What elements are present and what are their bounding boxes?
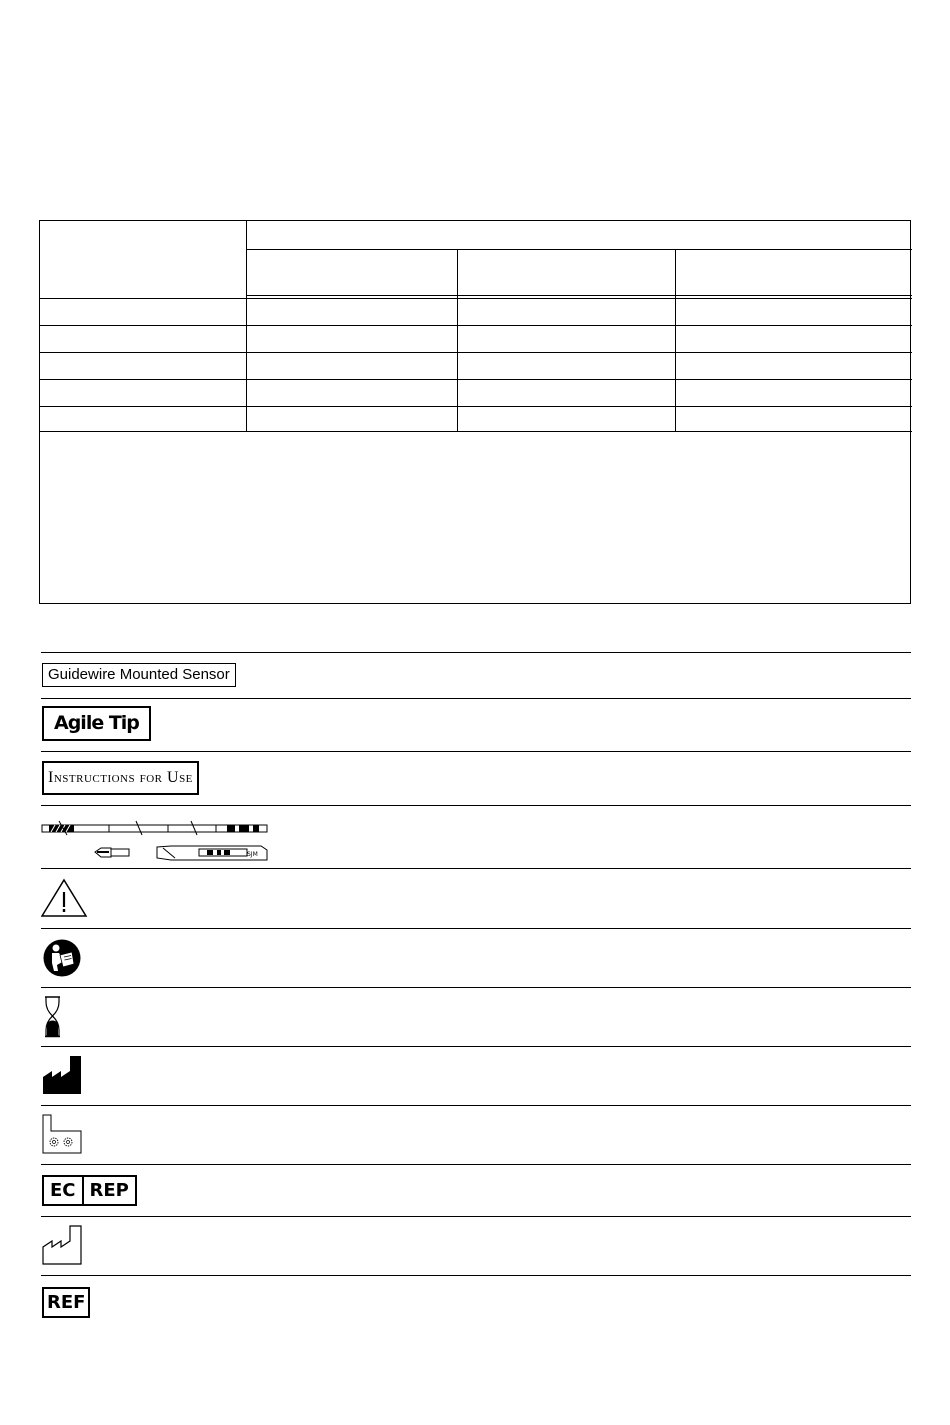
table-row-line — [40, 379, 912, 380]
table-header-line — [246, 249, 912, 250]
manufacturer-icon — [42, 1055, 82, 1095]
table-row-line — [40, 406, 912, 407]
warning-triangle-icon — [41, 878, 89, 918]
specification-table — [39, 220, 911, 604]
table-column-divider — [246, 221, 247, 431]
date-of-manufacture-icon — [42, 1225, 82, 1265]
rep-text: REP — [89, 1180, 129, 1201]
table-row-line — [40, 325, 912, 326]
symbol-row-use-by — [41, 987, 911, 1046]
agile-tip-label: Agile Tip — [42, 706, 151, 741]
table-footer-line — [40, 431, 912, 432]
symbol-row-agile-tip — [41, 698, 911, 751]
symbol-row-guidewire-sensor — [41, 652, 911, 698]
guidewire-mounted-sensor-label: Guidewire Mounted Sensor — [42, 663, 236, 687]
table-header-double-line — [40, 298, 912, 299]
table-row-line — [40, 352, 912, 353]
consult-instructions-icon — [42, 939, 82, 977]
table-column-divider — [675, 249, 676, 431]
symbol-row-warning — [41, 868, 911, 928]
use-by-hourglass-icon — [43, 996, 63, 1038]
symbol-row-manufacturer — [41, 1046, 911, 1105]
ref-label: REF — [42, 1287, 90, 1318]
symbol-row-date-of-manufacture — [41, 1216, 911, 1275]
ec-rep-label — [42, 1175, 137, 1206]
symbol-row-instructions — [41, 751, 911, 805]
device-brand-mark: SJM — [247, 851, 258, 858]
symbol-row-ec-rep — [41, 1164, 911, 1216]
symbol-row-consult-ifu — [41, 928, 911, 987]
manufacturing-facility-icon — [42, 1114, 82, 1154]
device-illustration-icon — [41, 814, 271, 862]
ec-text: EC — [44, 1177, 84, 1204]
symbol-row-facility — [41, 1105, 911, 1164]
symbol-row-ref — [41, 1275, 911, 1335]
table-column-divider — [457, 249, 458, 431]
symbol-row-device — [41, 805, 911, 868]
instructions-for-use-label: Instructions for Use — [42, 761, 199, 795]
table-header-double-line — [246, 295, 912, 296]
